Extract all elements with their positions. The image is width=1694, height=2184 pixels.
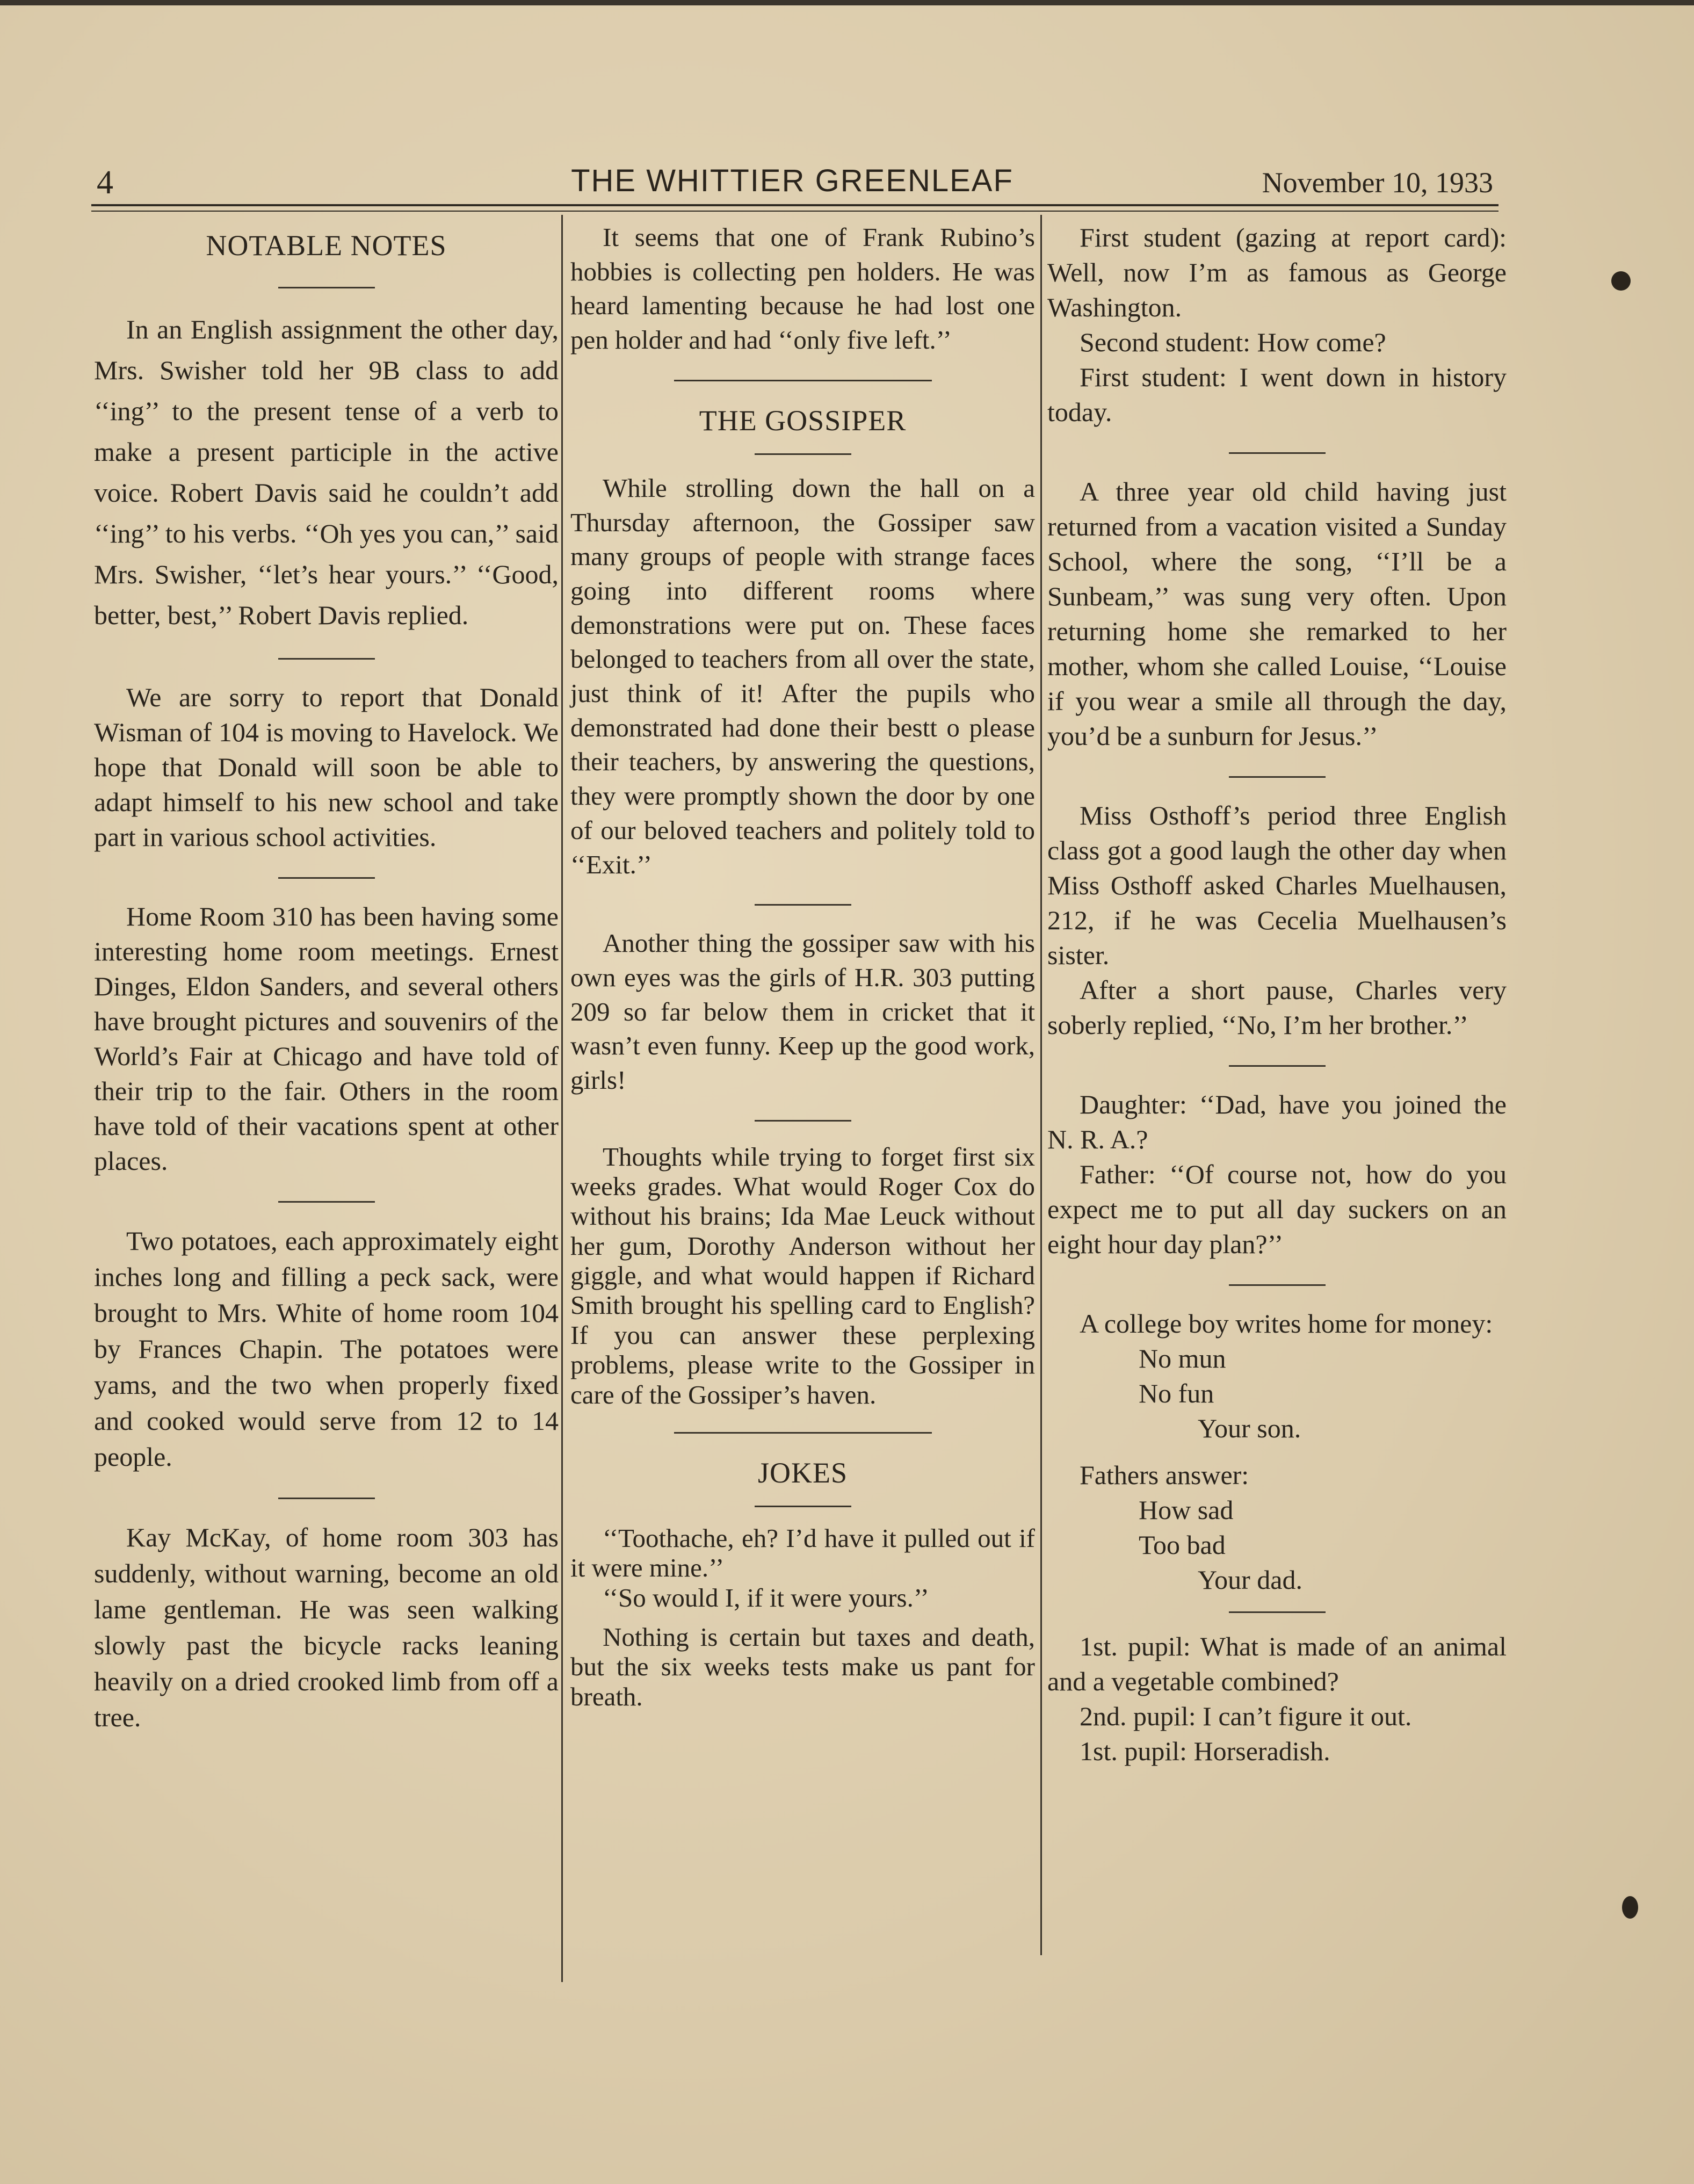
divider xyxy=(755,904,851,906)
divider xyxy=(278,877,375,879)
masthead xyxy=(91,158,1493,201)
divider xyxy=(755,453,851,455)
column-2 xyxy=(570,220,1035,1711)
joke-paragraph: Miss Osthoff’s period three English class got a good laugh the other day when Miss Osthoff asked Charles Muelhausen, 212, if he was Cecelia Muelhausen’s sister. xyxy=(1047,800,1507,970)
joke-line: 2nd. pupil: I can’t figure it out. xyxy=(1080,1701,1412,1731)
joke-paragraph: A three year old child having just returned from a vacation visited a Sunday School, where the song, ‘‘I’ll be a Sunbeam,’’ was sung very often. Upon returning home she remarked to her mother, whom she called Louise, ‘‘Louise if you wear a smile all through the day, you’d be a sunburn for Jesus.’’ xyxy=(1047,476,1507,751)
divider xyxy=(1229,1284,1326,1286)
article-paragraph: Home Room 310 has been having some interesting home room meetings. Ernest Dinges, Eldon Sanders, and several others have brought pictures and souvenirs of the World’s Fair at Chicago and have told of their trip to the fair. Others in the room have told of their vacations spent at other places. xyxy=(94,901,559,1176)
divider xyxy=(674,380,932,381)
divider xyxy=(278,1498,375,1499)
joke-line: 1st. pupil: Horseradish. xyxy=(1080,1736,1330,1766)
column-divider-2 xyxy=(1040,215,1042,1955)
column-divider-1 xyxy=(561,215,563,1982)
binding-hole-mark xyxy=(1611,271,1631,291)
poem-line: Too bad xyxy=(1139,1530,1226,1560)
header-rule-thin xyxy=(91,211,1498,212)
divider xyxy=(1229,1065,1326,1067)
joke-line: 1st. pupil: What is made of an animal and a vegetable combined? xyxy=(1047,1631,1507,1696)
article-paragraph: We are sorry to report that Donald Wisman of 104 is moving to Havelock. We hope that Donald will soon be able to adapt himself to his new school and take part in various school activities. xyxy=(94,682,559,852)
poem-signature: Your dad. xyxy=(1198,1565,1302,1595)
joke-line: First student (gazing at report card): Well, now I’m as famous as George Washington. xyxy=(1047,222,1507,322)
divider xyxy=(278,1201,375,1203)
page-number: 4 xyxy=(97,164,113,201)
binding-hole-mark xyxy=(1622,1896,1638,1919)
divider xyxy=(1229,776,1326,778)
divider xyxy=(674,1432,932,1434)
header-rule xyxy=(91,204,1498,206)
joke-line: ‘‘So would I, if it were yours.’’ xyxy=(603,1582,929,1612)
article-paragraph: Two potatoes, each approximately eight inches long and filling a peck sack, were brought to Mrs. White of home room 104 by Frances Chapin. The potatoes were yams, and the two when properly fixed and cooked would serve from 12 to 14 people. xyxy=(94,1226,559,1472)
joke-line: Father: ‘‘Of course not, how do you expect me to put all day suckers on an eight hour day plan?’’ xyxy=(1047,1159,1507,1259)
divider xyxy=(278,658,375,660)
article-paragraph: Thoughts while trying to forget first six weeks grades. What would Roger Cox do without his brains; Ida Mae Leuck without her gum, Dorothy Anderson without her giggle, and what would happen if Richard Smith brought his spelling card to English? If you can answer these perplexing problems, please write to the Gossiper in care of the Gossiper’s haven. xyxy=(570,1141,1035,1409)
poem-line: No fun xyxy=(1139,1378,1214,1408)
divider xyxy=(755,1120,851,1122)
poem-line: No mun xyxy=(1139,1343,1226,1373)
section-heading-jokes: JOKES xyxy=(757,1456,848,1489)
joke-line: A college boy writes home for money: xyxy=(1080,1308,1493,1339)
joke-paragraph: After a short pause, Charles very soberly replied, ‘‘No, I’m her brother.’’ xyxy=(1047,975,1507,1040)
column-1 xyxy=(94,220,559,1735)
divider xyxy=(278,287,375,288)
article-paragraph: It seems that one of Frank Rubino’s hobbies is collecting pen holders. He was heard lamenting because he had lost one pen holder and had ‘‘only five left.’’ xyxy=(570,222,1035,355)
newspaper-title: THE WHITTIER GREENLEAF xyxy=(571,163,1013,198)
poem-signature: Your son. xyxy=(1198,1413,1301,1443)
joke-line: Fathers answer: xyxy=(1080,1460,1249,1490)
divider xyxy=(1229,1611,1326,1613)
joke-line: Daughter: ‘‘Dad, have you joined the N. R. A.? xyxy=(1047,1089,1507,1154)
divider xyxy=(755,1506,851,1507)
joke-line: ‘‘Toothache, eh? I’d have it pulled out if it were mine.’’ xyxy=(570,1523,1035,1583)
column-3 xyxy=(1047,220,1507,1769)
joke-line: First student: I went down in history today. xyxy=(1047,362,1507,427)
article-paragraph: Another thing the gossiper saw with his own eyes was the girls of H.R. 303 putting 209 so far below them in cricket that it wasn’t even funny. Keep up the good work, girls! xyxy=(570,928,1035,1095)
article-paragraph: While strolling down the hall on a Thursday afternoon, the Gossiper saw many groups of people with strange faces going into different rooms where demonstrations were put on. These faces belonged to teachers from all over the state, just think of it! After the pupils who demonstrated had done their bestt o please their teachers, by answering the questions, they were promptly shown the door by one of our beloved teachers and politely told to ‘‘Exit.’’ xyxy=(570,473,1035,879)
issue-date: November 10, 1933 xyxy=(1262,167,1493,199)
top-edge xyxy=(0,0,1694,5)
joke-paragraph: Nothing is certain but taxes and death, but the six weeks tests make us pant for breath. xyxy=(570,1622,1035,1711)
article-paragraph: In an English assignment the other day, Mrs. Swisher told her 9B class to add ‘‘ing’’ to the present tense of a verb to make a present participle in the active voice. Robert Davis said he couldn’t add ‘‘ing’’ to his verbs. ‘‘Oh yes you can,’’ said Mrs. Swisher, ‘‘let’s hear yours.’’ ‘‘Good, better, best,’’ Robert Davis replied. xyxy=(94,314,559,631)
section-heading-gossiper: THE GOSSIPER xyxy=(699,404,907,437)
divider xyxy=(1229,452,1326,454)
joke-line: Second student: How come? xyxy=(1080,327,1386,357)
poem-line: How sad xyxy=(1139,1495,1234,1525)
article-paragraph: Kay McKay, of home room 303 has suddenly, without warning, become an old lame gentleman. He was seen walking slowly past the bicycle racks leaning heavily on a dried crooked limb from off a tree. xyxy=(94,1522,559,1733)
section-heading-notable-notes: NOTABLE NOTES xyxy=(206,229,447,262)
